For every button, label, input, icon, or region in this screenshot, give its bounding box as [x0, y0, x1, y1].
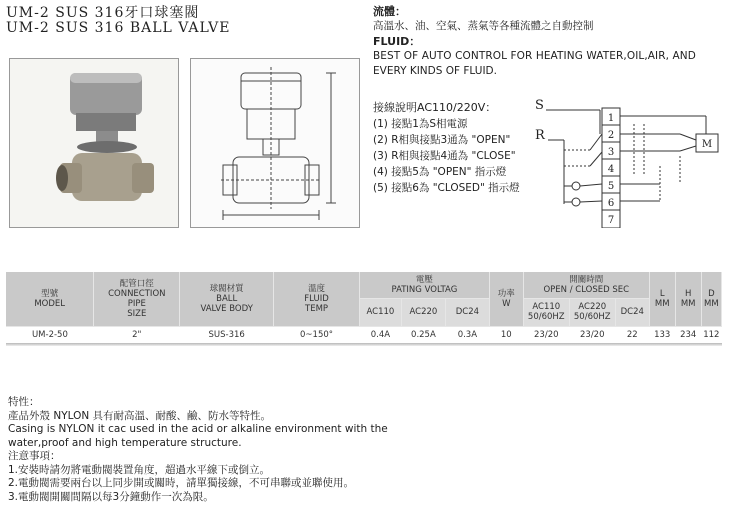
terminal-label: 7: [607, 215, 615, 226]
wiring-item: (2) R相與接點3通為 "OPEN": [373, 134, 511, 146]
cell-h: 234: [680, 329, 697, 340]
wiring-diagram-graphic: [530, 94, 730, 228]
col-time: 開關時間 OPEN / CLOSED SEC: [523, 272, 649, 298]
wiring-item: (1) 接點1為S相電源: [373, 118, 468, 130]
diagram-s-label: S: [535, 98, 544, 113]
caution-title: 注意事項：: [8, 450, 61, 462]
table-header-row: [6, 272, 722, 298]
title-en: UM-2 SUS 316 BALL VALVE: [6, 20, 231, 36]
fluid-label-cn: 流體：: [373, 5, 406, 18]
terminal-label: 2: [607, 130, 615, 141]
col-l: L MM: [649, 272, 675, 326]
title-cn: UM-2 SUS 316牙口球塞閥: [6, 5, 200, 21]
col-voltage-ac110: AC110: [359, 298, 401, 326]
spec-table-wrap: [6, 272, 722, 346]
fluid-text-cn: 高溫水、油、空氣、蒸氣等各種流體之自動控制: [373, 20, 594, 32]
col-time-ac220: AC220 50/60HZ: [569, 298, 615, 326]
wiring-item: (3) R相與接點4通為 "CLOSE": [373, 150, 516, 162]
terminal-label: 3: [607, 147, 615, 158]
terminal-label: 6: [607, 198, 615, 209]
cell-l: 133: [654, 329, 671, 340]
valve-drawing: [190, 58, 360, 228]
cell-t-ac220: 23/20: [580, 329, 605, 340]
caution-item: 1.安裝時請勿將電動閥裝置角度，超過水平線下或倒立。: [8, 463, 271, 476]
col-voltage-dc24: DC24: [445, 298, 489, 326]
wiring-title: 接線說明AC110/220V：: [373, 101, 497, 114]
col-time-dc24: DC24: [615, 298, 649, 326]
features-title: 特性：: [8, 396, 40, 408]
col-model: 型號 MODEL: [6, 272, 94, 326]
cell-power: 10: [500, 329, 512, 340]
cell-temp: 0~150°: [300, 329, 334, 340]
fluid-text-en-2: EVERY KINDS OF FLUID.: [373, 65, 497, 77]
cell-v-ac220: 0.25A: [411, 329, 436, 340]
fluid-section: [373, 4, 738, 79]
feature-en-1: Casing is NYLON it cac used in the acid or alkaline environment with the: [8, 423, 388, 435]
cell-d: 112: [703, 329, 720, 340]
wiring-section: [373, 100, 543, 196]
cell-v-ac110: 0.4A: [370, 329, 391, 340]
cell-t-ac110: 23/20: [534, 329, 559, 340]
feature-en-2: water,proof and high temperature structure.: [8, 436, 242, 449]
caution-item: 2.電動閥需要兩台以上同步開或關時，請單獨接線，不可串聯或並聯使用。: [8, 477, 355, 489]
spec-table: [6, 272, 722, 343]
feature-cn: 產品外殼 NYLON 具有耐高溫、耐酸、鹼、防水等特性。: [8, 409, 272, 422]
caution-item: 3.電動閥開關間隔以每3分鐘動作一次為限。: [8, 490, 214, 503]
cell-body: SUS-316: [208, 329, 245, 340]
diagram-r-label: R: [535, 128, 545, 143]
col-voltage: 電壓 PATING VOLTAG: [359, 272, 489, 298]
col-voltage-ac220: AC220: [401, 298, 445, 326]
valve-photo: [9, 58, 179, 228]
notes-section: [8, 396, 728, 504]
wiring-diagram: [530, 94, 730, 228]
cell-model: UM-2-50: [31, 329, 68, 340]
table-row: [6, 326, 722, 343]
col-temp: 溫度 FLUID TEMP: [274, 272, 360, 326]
table-bottom-rule: [6, 343, 722, 346]
col-power: 功率 W: [489, 272, 523, 326]
terminal-label: 4: [607, 164, 615, 175]
col-connection: 配管口徑 CONNECTION PIPE SIZE: [94, 272, 180, 326]
wiring-item: (5) 接點6為 "CLOSED" 指示燈: [373, 182, 520, 194]
cell-v-dc24: 0.3A: [457, 329, 478, 340]
valve-drawing-graphic: [191, 59, 359, 227]
col-d: D MM: [701, 272, 721, 326]
fluid-text-en-1: BEST OF AUTO CONTROL FOR HEATING WATER,OIL,AIR, AND: [373, 50, 696, 62]
valve-photo-graphic: [10, 59, 178, 227]
terminal-label: 5: [607, 181, 615, 192]
motor-label: M: [701, 139, 713, 150]
col-body: 球閥材質 BALL VALVE BODY: [180, 272, 274, 326]
col-time-ac110: AC110 50/60HZ: [523, 298, 569, 326]
fluid-label-en: FLUID：: [373, 35, 421, 48]
cell-connection: 2": [132, 329, 142, 340]
wiring-item: (4) 接點5為 "OPEN" 指示燈: [373, 166, 507, 178]
cell-t-dc24: 22: [626, 329, 638, 340]
terminal-label: 1: [607, 113, 615, 124]
col-h: H MM: [675, 272, 701, 326]
